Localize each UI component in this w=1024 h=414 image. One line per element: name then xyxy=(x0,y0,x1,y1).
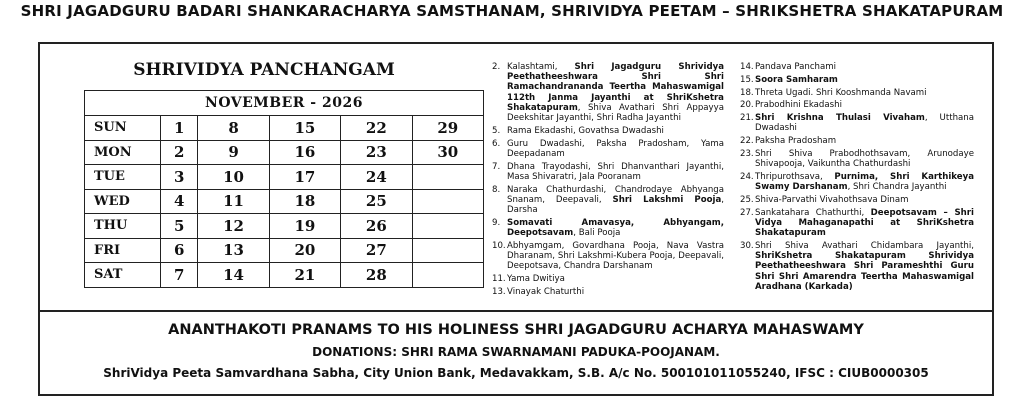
calendar-date-cell: 12 xyxy=(198,214,269,239)
page-header: SHRI JAGADGURU BADARI SHANKARACHARYA SAMSTHANAM, SHRIVIDYA PEETAM – SHRIKSHETRA SHAKATAPURAM xyxy=(20,2,1004,20)
event-text xyxy=(755,149,974,169)
event-text xyxy=(755,75,974,85)
event-text xyxy=(507,139,724,159)
event-text-part: Shiva-Parvathi Vivahothsava Dinam xyxy=(755,194,909,205)
event-text-part: , Bali Pooja xyxy=(573,228,621,239)
calendar-date-cell: 3 xyxy=(161,165,198,190)
event-text xyxy=(755,88,974,98)
calendar-date-cell: 5 xyxy=(161,214,198,239)
event-item xyxy=(492,241,724,272)
event-text-part: Rama Ekadashi, Govathsa Dwadashi xyxy=(507,125,664,136)
event-text-part: Yama Dwitiya xyxy=(507,274,565,285)
event-text xyxy=(755,136,974,146)
calendar-date-cell xyxy=(412,189,483,214)
event-text xyxy=(755,100,974,110)
event-date-number: 21. xyxy=(740,113,754,124)
calendar-date-cell: 28 xyxy=(341,263,412,288)
footer-pranams: ANANTHAKOTI PRANAMS TO HIS HOLINESS SHRI JAGADGURU ACHARYA MAHASWAMY xyxy=(168,322,864,338)
event-date-number: 18. xyxy=(740,87,754,98)
calendar-date-cell: 29 xyxy=(412,116,483,141)
event-text-part: Kalashtami, xyxy=(507,62,575,72)
calendar-day-label: WED xyxy=(85,189,161,214)
event-date-number: 20. xyxy=(740,100,754,111)
event-date-number: 8. xyxy=(492,184,501,195)
calendar-date-cell xyxy=(412,165,483,190)
event-text-bold: Shri Lakshmi Pooja xyxy=(612,194,722,205)
event-text-part: , Darsha xyxy=(507,194,724,216)
event-text-bold: Shri Jagadguru Shrividya Peethatheeshwara Shri Shri Ramachandrananda Teertha Mahaswamigal 112th Janma Jayanthi at ShriKshetra Shakatapuram xyxy=(507,62,724,113)
calendar-date-cell: 21 xyxy=(269,263,340,288)
event-text xyxy=(507,241,724,272)
calendar-row-fri xyxy=(85,238,484,263)
event-text-bold: Deepotsavam – Shri Vidya Mahaganapathi at ShriKshetra Shakatapuram xyxy=(755,207,974,239)
calendar-date-cell: 20 xyxy=(269,238,340,263)
calendar-date-cell: 14 xyxy=(198,263,269,288)
calendar-date-cell: 10 xyxy=(198,165,269,190)
calendar-date-cell: 24 xyxy=(341,165,412,190)
event-text xyxy=(507,62,724,123)
calendar-date-cell: 16 xyxy=(269,140,340,165)
event-item xyxy=(492,287,724,297)
event-date-number: 2. xyxy=(492,62,501,72)
event-text-part: Abhyamgam, Govardhana Pooja, Nava Vastra Dharanam, Shri Lakshmi-Kubera Pooja, Deepavali, Deepotsava, Chandra Darshanam xyxy=(507,240,724,272)
event-text xyxy=(507,287,724,297)
calendar-day-label: MON xyxy=(85,140,161,165)
event-item xyxy=(740,208,974,239)
calendar-row-wed xyxy=(85,189,484,214)
calendar-date-cell: 9 xyxy=(198,140,269,165)
calendar-date-cell: 15 xyxy=(269,116,340,141)
event-item xyxy=(492,274,724,284)
event-text xyxy=(755,208,974,239)
event-text-part: Dhana Trayodashi, Shri Dhanvanthari Jayanthi, Masa Shivaratri, Jala Pooranam xyxy=(507,161,724,182)
event-text xyxy=(755,195,974,205)
event-text-part: , Shiva Avathari Shri Appayya Deekshitar Jayanthi, Shri Radha Jayanthi xyxy=(507,102,724,124)
footer-bank-details: ShriVidya Peeta Samvardhana Sabha, City Union Bank, Medavakkam, S.B. A/c No. 500101011055240, IFSC : CIUB0000305 xyxy=(103,366,929,380)
event-date-number: 5. xyxy=(492,125,501,136)
event-item xyxy=(492,62,724,123)
event-date-number: 27. xyxy=(740,207,754,218)
event-item xyxy=(740,62,974,72)
calendar-date-cell xyxy=(412,238,483,263)
event-text xyxy=(507,126,724,136)
event-date-number: 25. xyxy=(740,194,754,205)
event-text xyxy=(507,185,724,216)
event-text-part: Vinayak Chaturthi xyxy=(507,286,585,297)
calendar-date-cell: 26 xyxy=(341,214,412,239)
event-date-number: 11. xyxy=(492,274,506,285)
event-text-bold: Purnima, Shri Karthikeya Swamy Darshanam xyxy=(755,171,975,193)
calendar-row-mon xyxy=(85,140,484,165)
calendar-day-label: FRI xyxy=(85,238,161,263)
calendar-date-cell: 18 xyxy=(269,189,340,214)
calendar-date-cell xyxy=(412,214,483,239)
event-item xyxy=(740,88,974,98)
calendar-row-sat xyxy=(85,263,484,288)
calendar-row-tue xyxy=(85,165,484,190)
event-date-number: 15. xyxy=(740,74,754,85)
calendar-month: NOVEMBER - 2026 xyxy=(85,91,484,116)
calendar-date-cell: 7 xyxy=(161,263,198,288)
event-item xyxy=(492,162,724,182)
event-date-number: 22. xyxy=(740,136,754,147)
calendar-day-label: THU xyxy=(85,214,161,239)
event-date-number: 10. xyxy=(492,240,506,251)
event-text-part: , Shri Chandra Jayanthi xyxy=(847,182,947,193)
event-date-number: 9. xyxy=(492,217,501,228)
calendar-day-label: SUN xyxy=(85,116,161,141)
calendar-date-cell: 1 xyxy=(161,116,198,141)
footer-donations: DONATIONS: SHRI RAMA SWARNAMANI PADUKA-POOJANAM. xyxy=(312,345,720,359)
event-text-part: Paksha Pradosham xyxy=(755,136,837,147)
event-date-number: 23. xyxy=(740,148,754,159)
event-item xyxy=(740,100,974,110)
calendar-date-cell: 23 xyxy=(341,140,412,165)
event-text-part: Prabodhini Ekadashi xyxy=(755,100,842,111)
calendar-date-cell: 27 xyxy=(341,238,412,263)
calendar-date-cell: 13 xyxy=(198,238,269,263)
event-text-part: Shri Shiva Avathari Chidambara Jayanthi, xyxy=(755,240,974,251)
event-date-number: 13. xyxy=(492,286,506,297)
event-text-bold: Somavati Amavasya, Abhyangam, Deepotsavam xyxy=(507,217,724,239)
event-item xyxy=(740,113,974,133)
event-item xyxy=(740,149,974,169)
calendar-date-cell: 19 xyxy=(269,214,340,239)
event-item xyxy=(740,136,974,146)
event-item xyxy=(492,218,724,238)
event-date-number: 30. xyxy=(740,240,754,251)
event-text-bold: ShriKshetra Shakatapuram Shrividya Peethatheeshwara Shri Parameshthi Guru Shri Shri Amarendra Teertha Mahaswamigal Aradhana (Karkada) xyxy=(755,251,974,292)
calendar-date-cell: 30 xyxy=(412,140,483,165)
event-text-part: , Utthana Dwadashi xyxy=(755,113,974,134)
calendar-date-cell: 11 xyxy=(198,189,269,214)
event-text-bold: Soora Samharam xyxy=(755,74,838,85)
calendar-date-cell: 22 xyxy=(341,116,412,141)
event-item xyxy=(492,126,724,136)
event-item xyxy=(492,185,724,216)
calendar-date-cell: 6 xyxy=(161,238,198,263)
calendar-row-sun xyxy=(85,116,484,141)
event-date-number: 24. xyxy=(740,171,754,182)
calendar-date-cell: 25 xyxy=(341,189,412,214)
footer-divider xyxy=(38,310,994,312)
event-text-part: Naraka Chathurdashi, Chandrodaye Abhyanga Snanam, Deepavali, xyxy=(507,184,724,205)
calendar-date-cell xyxy=(412,263,483,288)
event-item xyxy=(492,139,724,159)
event-date-number: 14. xyxy=(740,62,754,72)
event-item xyxy=(740,172,974,192)
event-text-part: Sankatahara Chathurthi, xyxy=(755,207,871,218)
calendar-day-label: TUE xyxy=(85,165,161,190)
event-item xyxy=(740,195,974,205)
event-text xyxy=(507,274,724,284)
calendar-date-cell: 2 xyxy=(161,140,198,165)
event-text-part: Guru Dwadashi, Paksha Pradosham, Yama Deepadanam xyxy=(507,138,724,159)
calendar-date-cell: 4 xyxy=(161,189,198,214)
calendar-month-row xyxy=(85,91,484,116)
events-column-left xyxy=(492,62,724,300)
calendar-title: SHRIVIDYA PANCHANGAM xyxy=(133,60,395,80)
event-date-number: 7. xyxy=(492,161,501,172)
event-text-bold: Shri Krishna Thulasi Vivaham xyxy=(755,113,925,124)
calendar-date-cell: 8 xyxy=(198,116,269,141)
event-text xyxy=(755,62,974,72)
event-item xyxy=(740,241,974,292)
events-column-right xyxy=(740,62,974,295)
calendar-table xyxy=(84,90,484,288)
event-text-part: Threta Ugadi. Shri Kooshmanda Navami xyxy=(755,87,927,98)
event-text-part: Thripurothsava, xyxy=(755,171,835,182)
event-date-number: 6. xyxy=(492,138,501,149)
calendar-day-label: SAT xyxy=(85,263,161,288)
event-text xyxy=(507,162,724,182)
calendar-date-cell: 17 xyxy=(269,165,340,190)
event-text-part: Shri Shiva Prabodhothsavam, Arunodaye Shivapooja, Vaikuntha Chathurdashi xyxy=(755,148,974,170)
event-text xyxy=(755,241,974,292)
event-text xyxy=(755,113,974,133)
calendar-row-thu xyxy=(85,214,484,239)
event-item xyxy=(740,75,974,85)
event-text xyxy=(755,172,974,192)
event-text xyxy=(507,218,724,238)
event-text-part: Pandava Panchami xyxy=(755,62,837,72)
